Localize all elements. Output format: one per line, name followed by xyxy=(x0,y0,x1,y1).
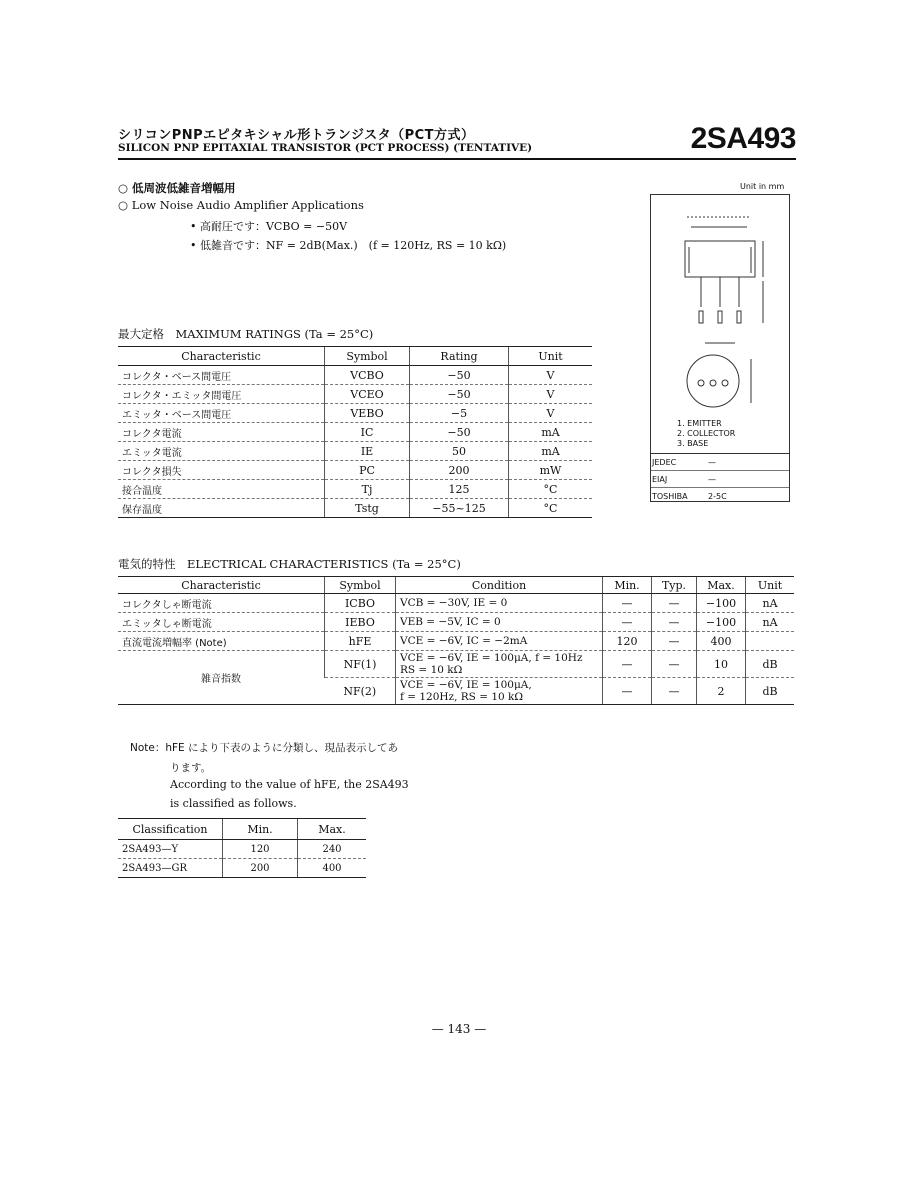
cell-characteristic: 直流電流増幅率 (Note) xyxy=(118,632,325,651)
cell-max: 400 xyxy=(697,632,746,651)
condition-line: VCE = −6V, IE = 100μA, f = 10Hz xyxy=(400,652,583,664)
condition-line: VCE = −6V, IE = 100μA, xyxy=(400,679,532,691)
cell-symbol: Tstg xyxy=(325,499,410,518)
pin-label: 1. EMITTER xyxy=(677,419,722,428)
cell-min: — xyxy=(603,651,652,678)
cell-rating: −50 xyxy=(410,423,509,442)
table-row xyxy=(118,385,592,404)
cell-symbol: ICBO xyxy=(325,594,396,613)
col-characteristic: Characteristic xyxy=(118,577,325,594)
cell-characteristic: コレクタ電流 xyxy=(118,423,325,442)
std-name: JEDEC xyxy=(651,454,707,471)
classification-header-row xyxy=(118,819,366,840)
table-row xyxy=(651,488,789,505)
cell-characteristic: コレクタ・エミッタ間電圧 xyxy=(118,385,325,404)
application-en: ○ Low Noise Audio Amplifier Applications xyxy=(118,198,364,212)
cell-rating: −50 xyxy=(410,385,509,404)
cell-symbol: IEBO xyxy=(325,613,396,632)
cell-typ: — xyxy=(652,651,697,678)
cell-characteristic: コレクタ・ベース間電圧 xyxy=(118,366,325,385)
application-jp: ○ 低周波低雑音増幅用 xyxy=(118,181,236,195)
table-row xyxy=(118,461,592,480)
cell-characteristic: 保存温度 xyxy=(118,499,325,518)
cell-unit: nA xyxy=(746,594,795,613)
col-unit: Unit xyxy=(509,347,593,366)
std-value: 2-5C xyxy=(708,491,727,501)
cell-symbol: VEBO xyxy=(325,404,410,423)
cell-symbol: VCBO xyxy=(325,366,410,385)
table-row xyxy=(651,454,789,471)
cell-unit: °C xyxy=(509,499,593,518)
cell-unit: mW xyxy=(509,461,593,480)
col-symbol: Symbol xyxy=(325,347,410,366)
cell-max: 2 xyxy=(697,678,746,705)
table-row xyxy=(118,423,592,442)
cell-unit: °C xyxy=(509,480,593,499)
cell-characteristic: コレクタしゃ断電流 xyxy=(118,594,325,613)
unit-note: Unit in mm xyxy=(740,182,785,191)
cell-unit: V xyxy=(509,404,593,423)
cell-typ: — xyxy=(652,632,697,651)
table-row xyxy=(118,840,366,859)
cell-characteristic: 接合温度 xyxy=(118,480,325,499)
cell-symbol: NF(1) xyxy=(325,651,396,678)
max-ratings-title: 最大定格 MAXIMUM RATINGS (Ta = 25°C) xyxy=(118,327,374,341)
col-max: Max. xyxy=(298,819,367,840)
table-row xyxy=(118,613,794,632)
part-number: 2SA493 xyxy=(690,122,796,155)
page-number: — 143 — xyxy=(431,1022,487,1036)
cell-rating: −50 xyxy=(410,366,509,385)
cell-rating: −55~125 xyxy=(410,499,509,518)
cell-min: — xyxy=(603,613,652,632)
note-jp-line2: ります。 xyxy=(170,762,212,774)
pin-label: 3. BASE xyxy=(677,439,709,448)
cell-unit: dB xyxy=(746,678,795,705)
cell-condition xyxy=(396,678,603,705)
col-symbol: Symbol xyxy=(325,577,396,594)
cell-condition xyxy=(396,651,603,678)
cell-unit: V xyxy=(509,366,593,385)
cell-classification: 2SA493—GR xyxy=(118,859,223,878)
note-jp-line1: Note：hFE により下表のように分類し、現品表示してあ xyxy=(130,742,399,754)
col-unit: Unit xyxy=(746,577,795,594)
cell-symbol: VCEO xyxy=(325,385,410,404)
cell-symbol: hFE xyxy=(325,632,396,651)
col-min: Min. xyxy=(223,819,298,840)
package-std-table xyxy=(651,453,789,504)
table-row xyxy=(118,594,794,613)
cell-unit: V xyxy=(509,385,593,404)
cell-symbol: NF(2) xyxy=(325,678,396,705)
cell-min: — xyxy=(603,594,652,613)
col-condition: Condition xyxy=(396,577,603,594)
classification-table xyxy=(118,818,366,878)
col-classification: Classification xyxy=(118,819,223,840)
cell-classification: 2SA493—Y xyxy=(118,840,223,859)
cell-rating: −5 xyxy=(410,404,509,423)
feature-noise: • 低雑音です：NF = 2dB(Max.) (f = 120Hz, RS = 10 kΩ) xyxy=(190,239,507,252)
condition-line: f = 120Hz, RS = 10 kΩ xyxy=(400,691,524,703)
cell-characteristic-noise: 雑音指数 xyxy=(118,651,325,705)
table-row xyxy=(118,651,794,678)
max-ratings-table xyxy=(118,346,592,518)
condition-line: RS = 10 kΩ xyxy=(400,664,463,676)
col-typ: Typ. xyxy=(652,577,697,594)
table-row xyxy=(118,632,794,651)
table-row xyxy=(118,480,592,499)
cell-unit xyxy=(746,632,795,651)
package-drawing xyxy=(651,195,789,421)
cell-symbol: Tj xyxy=(325,480,410,499)
std-name: EIAJ xyxy=(651,471,707,488)
cell-rating: 50 xyxy=(410,442,509,461)
cell-min: 120 xyxy=(603,632,652,651)
cell-typ: — xyxy=(652,613,697,632)
cell-characteristic: エミッタしゃ断電流 xyxy=(118,613,325,632)
col-min: Min. xyxy=(603,577,652,594)
cell-max: −100 xyxy=(697,613,746,632)
cell-symbol: PC xyxy=(325,461,410,480)
feature-voltage: • 高耐圧です：VCBO = −50V xyxy=(190,220,348,233)
electrical-header-row xyxy=(118,577,794,594)
cell-max: 240 xyxy=(298,840,367,859)
cell-max: 10 xyxy=(697,651,746,678)
std-name: TOSHIBA xyxy=(652,491,688,501)
table-row xyxy=(651,471,789,488)
cell-characteristic: エミッタ・ベース間電圧 xyxy=(118,404,325,423)
cell-typ: — xyxy=(652,678,697,705)
cell-min: 200 xyxy=(223,859,298,878)
cell-condition: VEB = −5V, IC = 0 xyxy=(396,613,603,632)
cell-characteristic: エミッタ電流 xyxy=(118,442,325,461)
table-row xyxy=(118,366,592,385)
note-en-line2: is classified as follows. xyxy=(170,797,297,810)
cell-characteristic: コレクタ損失 xyxy=(118,461,325,480)
cell-typ: — xyxy=(652,594,697,613)
table-row xyxy=(118,499,592,518)
col-max: Max. xyxy=(697,577,746,594)
table-row xyxy=(118,404,592,423)
package-outline xyxy=(650,194,790,502)
cell-condition: VCB = −30V, IE = 0 xyxy=(396,594,603,613)
cell-max: 400 xyxy=(298,859,367,878)
std-value: — xyxy=(707,471,789,488)
electrical-title: 電気的特性 ELECTRICAL CHARACTERISTICS (Ta = 25°C) xyxy=(118,557,461,571)
cell-rating: 125 xyxy=(410,480,509,499)
cell-min: — xyxy=(603,678,652,705)
col-rating: Rating xyxy=(410,347,509,366)
title-jp: シリコンPNPエピタキシャル形トランジスタ（PCT方式） xyxy=(118,128,475,143)
cell-unit: dB xyxy=(746,651,795,678)
cell-unit: mA xyxy=(509,442,593,461)
cell-min: 120 xyxy=(223,840,298,859)
header-rule xyxy=(118,158,796,160)
cell-symbol: IC xyxy=(325,423,410,442)
cell-rating: 200 xyxy=(410,461,509,480)
cell-symbol: IE xyxy=(325,442,410,461)
cell-condition: VCE = −6V, IC = −2mA xyxy=(396,632,603,651)
max-ratings-header-row xyxy=(118,347,592,366)
cell-unit: mA xyxy=(509,423,593,442)
table-row xyxy=(118,859,366,878)
title-en: SILICON PNP EPITAXIAL TRANSISTOR (PCT PROCESS) (TENTATIVE) xyxy=(118,142,533,154)
col-characteristic: Characteristic xyxy=(118,347,325,366)
cell-max: −100 xyxy=(697,594,746,613)
electrical-table xyxy=(118,576,794,705)
table-row xyxy=(118,442,592,461)
note-en-line1: According to the value of hFE, the 2SA493 xyxy=(170,778,409,791)
cell-unit: nA xyxy=(746,613,795,632)
std-value: — xyxy=(707,454,789,471)
pin-label: 2. COLLECTOR xyxy=(677,429,736,438)
